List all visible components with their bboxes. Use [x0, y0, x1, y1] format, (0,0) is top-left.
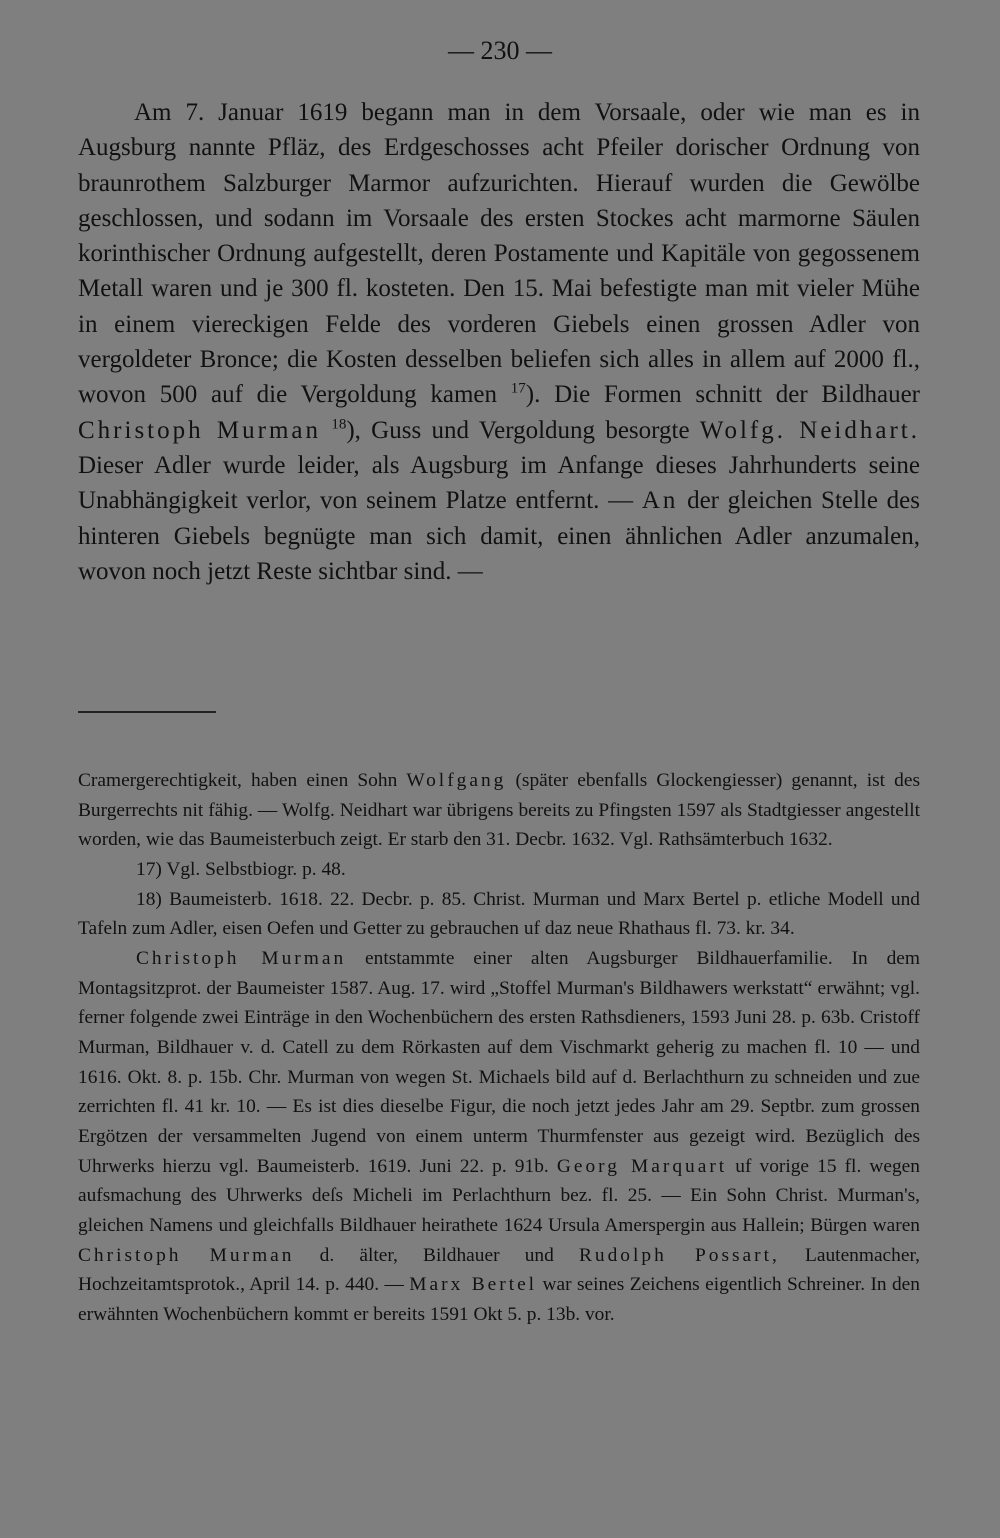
text-run: ). Die Formen schnitt der Bildhauer — [525, 381, 920, 409]
person-name: Wolfg. Neidhart. — [699, 416, 920, 444]
footnote-18-paragraph — [78, 944, 920, 1330]
person-name: Marx Bertel — [409, 1274, 538, 1296]
person-name: Georg Marquart — [556, 1155, 728, 1177]
text-run: entstammte einer alten Augsburger Bildhauerfamilie. In dem Montagsitzprot. der Baumeister 1587. Aug. 17. wird „Stoffel Murman's Bildhawers werkstatt“ erwähnt; vgl. ferner folgende zwei Einträge in den Wochenbüchern des ersten Rathsdieners, 1593 Juni 28. p. 63b. Cristoff Murman, Bildhauer v. d. Catell zu dem Rörkasten auf dem Vischmarkt geherig zu machen fl. 10 — und 1616. Okt. 8. p. 15b. Chr. Murman von wegen St. Michaels bild auf d. Berlachthurn zu schneiden und zue zerrichten fl. 41 kr. 10. — Es ist dies dieselbe Figur, die noch jetzt jedes Jahr am 29. Septbr. zum grossen Ergötzen der versammelten Jugend von einem unterm Thurmfenster aus gezeigt wird. Bezüglich des Uhrwerks hierzu vgl. Baumeisterb. 1619. Juni 22. p. 91b. — [78, 947, 920, 1177]
person-name: Christoph Murman — [78, 416, 322, 444]
footnote-17: 17) Vgl. Selbstbiogr. p. 48. — [136, 858, 346, 880]
spaced-word: An — [641, 487, 679, 515]
person-name: Christoph Murman — [78, 1244, 295, 1266]
footnote-18: 18) Baumeisterb. 1618. 22. Decbr. p. 85. Christ. Murman und Marx Bertel p. etliche Modell und Tafeln zum Adler, eisen Oefen und Getter zu gebrauchen uf daz neue Rhathaus fl. 73. kr. 34. — [78, 888, 920, 940]
footnote-ref-17[interactable]: 17 — [510, 381, 526, 398]
main-text — [78, 95, 920, 589]
footnote-ref-18[interactable]: 18 — [331, 416, 347, 433]
text-run: war seines Zeichens eigentlich Schreiner. In den erwähnten Wochenbüchern kommt er bereits 1591 Okt 5. p. 13b. vor. — [78, 1274, 920, 1325]
text-run: Lautenmacher, Hochzeitamtsprotok., April 14. p. 440. — — [78, 1244, 920, 1296]
person-name: Wolfgang — [406, 770, 507, 791]
text-run: (später ebenfalls Glockengiesser) genannt, ist des Burgerrechts nit fähig. — Wolfg. Neidhart war übrigens bereits zu Pfingsten 1597 als Stadtgiesser angestellt worden, wie das Baumeisterbuch zeigt. Er starb den 31. Decbr. 1632. Vgl. Rathsämterbuch 1632. — [78, 770, 920, 851]
text-run: Cramergerechtigkeit, haben einen Sohn — [78, 770, 398, 791]
text-run: uf vorige 15 fl. wegen aufsmachung des Uhrwerks deſs Micheli im Perlachthurn bez. fl. 25. — Ein Sohn Christ. Murman's, gleichen Namens und gleichfalls Bildhauer heirathete 1624 Ursula Amerspergin aus Hallein; Bürgen waren — [78, 1155, 920, 1236]
footnotes — [78, 766, 920, 1329]
footnote-continuation — [78, 766, 920, 855]
page-number: — 230 — — [448, 36, 552, 65]
text-run: Dieser Adler wurde leider, als Augsburg im Anfange dieses Jahrhunderts seine Unabhängigkeit verlor, von seinem Platze entfernt. — — [78, 451, 920, 515]
text-run: Am 7. Januar 1619 begann man in dem Vorsaale, oder wie man es in Augsburg nannte Pfläz, des Erdgeschosses acht Pfeiler dorischer Ordnung von braunrothem Salzburger Marmor aufzurichten. Hierauf wurden die Gewölbe geschlossen, und sodann im Vorsaale des ersten Stockes acht marmorne Säulen korinthischer Ordnung aufgestellt, deren Postamente und Kapitäle von gegossenem Metall waren und je 300 fl. kosteten. Den 15. Mai befestigte man mit vieler Mühe in einem viereckigen Felde des vorderen Giebels einen grossen Adler von vergoldeter Bronce; die Kosten desselben beliefen sich alles in allem auf 2000 fl., wovon 500 auf die Vergoldung kamen — [78, 99, 920, 409]
main-paragraph — [78, 95, 920, 589]
text-run: d. älter, Bildhauer und — [319, 1244, 554, 1266]
text-run: ), Guss und Vergoldung besorgte — [346, 416, 690, 444]
footnote-separator — [78, 711, 216, 713]
text-run: der gleichen Stelle des hinteren Giebels begnügte man sich damit, einen ähnlichen Adler anzumalen, wovon noch jetzt Reste sichtbar sind. — — [78, 487, 920, 585]
person-name: Rudolph Possart, — [578, 1244, 780, 1266]
person-name: Christoph Murman — [136, 947, 347, 969]
